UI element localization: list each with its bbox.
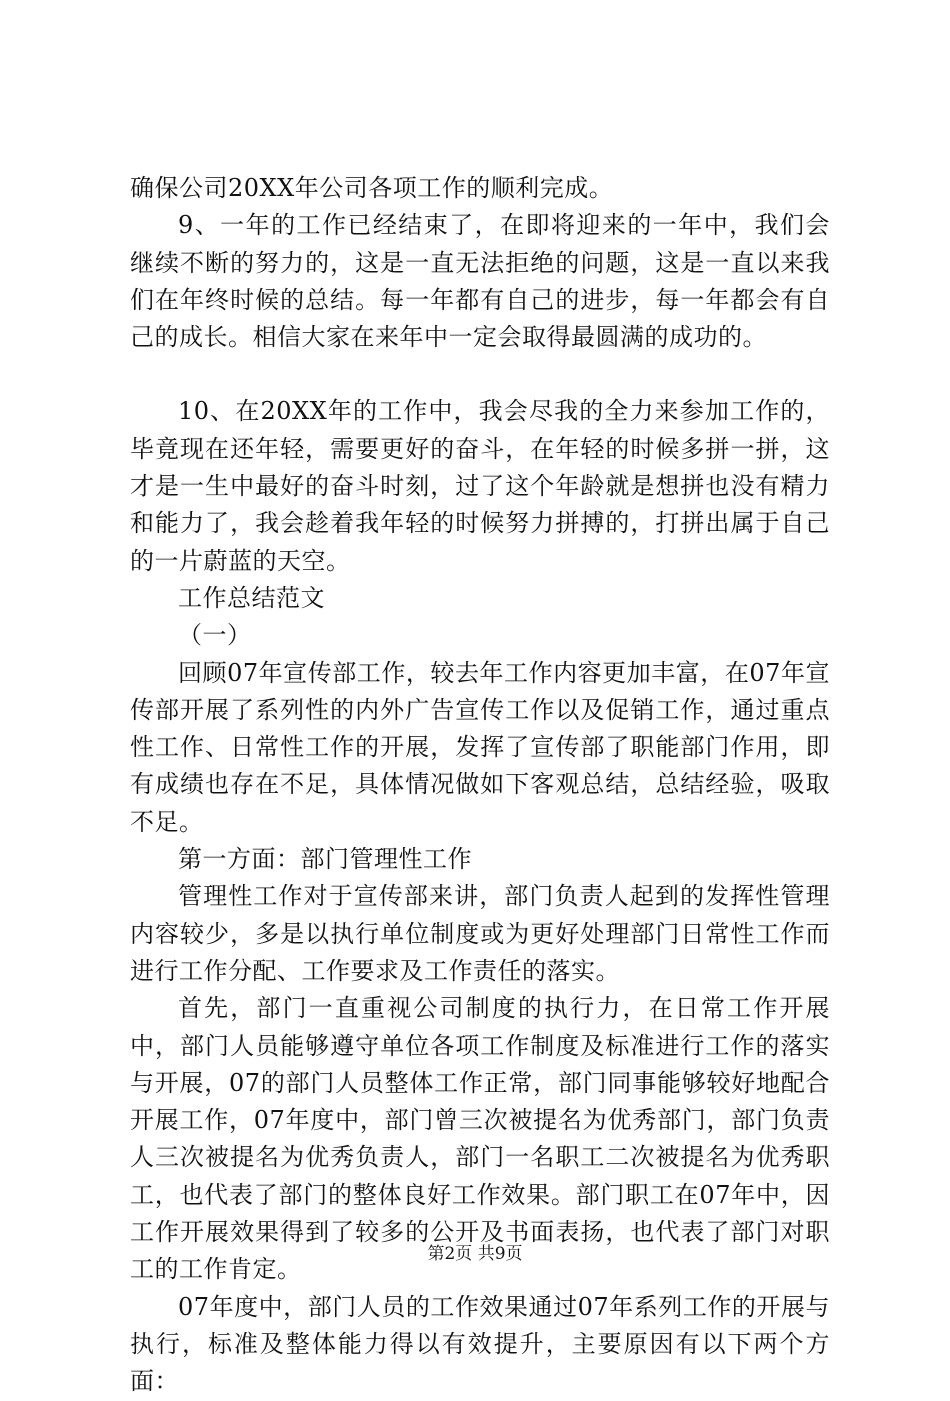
paragraph-review: 回顾07年宣传部工作，较去年工作内容更加丰富，在07年宣传部开展了系列性的内外广告宣传工作以及促销工作，通过重点性工作、日常性工作的开展，发挥了宣传部了职能部门作用，即有成绩也存在不足，具体情况做如下客观总结，总结经验，吸取不足。 (130, 658, 830, 836)
paragraph-item-10: 10、在20XX年的工作中，我会尽我的全力来参加工作的，毕竟现在还年轻，需要更好的奋斗，在年轻的时候多拼一拼，这才是一生中最好的奋斗时刻，过了这个年龄就是想拼也没有精力和能力了，我会趁着我年轻的时候努力拼搏的，打拼出属于自己的一片蔚蓝的天空。 (130, 397, 830, 575)
document-body (130, 170, 830, 1401)
paragraph-management: 管理性工作对于宣传部来讲，部门负责人起到的发挥性管理内容较少，多是以执行单位制度或为更好处理部门日常性工作而进行工作分配、工作要求及工作责任的落实。 (130, 882, 830, 985)
section-number: （一） (178, 621, 252, 650)
paragraph-continuation: 确保公司20XX年公司各项工作的顺利完成。 (130, 174, 614, 202)
section-title: 工作总结范文 (178, 583, 325, 612)
paragraph-improvement: 07年度中，部门人员的工作效果通过07年系列工作的开展与执行，标准及整体能力得以有效提升，主要原因有以下两个方面： (130, 1292, 830, 1396)
paragraph-first: 首先，部门一直重视公司制度的执行力，在日常工作开展中，部门人员能够遵守单位各项工作制度及标准进行工作的落实与开展，07的部门人员整体工作正常，部门同事能够较好地配合开展工作，07年度中，部门曾三次被提名为优秀部门，部门负责人三次被提名为优秀负责人，部门一名职工二次被提名为优秀职工，也代表了部门的整体良好工作效果。部门职工在07年中，因工作开展效果得到了较多的公开及书面表扬，也代表了部门对职工的工作肯定。 (130, 994, 830, 1284)
subsection-heading: 第一方面：部门管理性工作 (178, 845, 472, 874)
page-number-footer: 第2页 共9页 (427, 1244, 523, 1264)
paragraph-item-9: 9、一年的工作已经结束了，在即将迎来的一年中，我们会继续不断的努力的，这是一直无法拒绝的问题，这是一直以来我们在年终时候的总结。每一年都有自己的进步，每一年都会有自己的成长。相信大家在来年中一定会取得最圆满的成功的。 (130, 211, 830, 352)
